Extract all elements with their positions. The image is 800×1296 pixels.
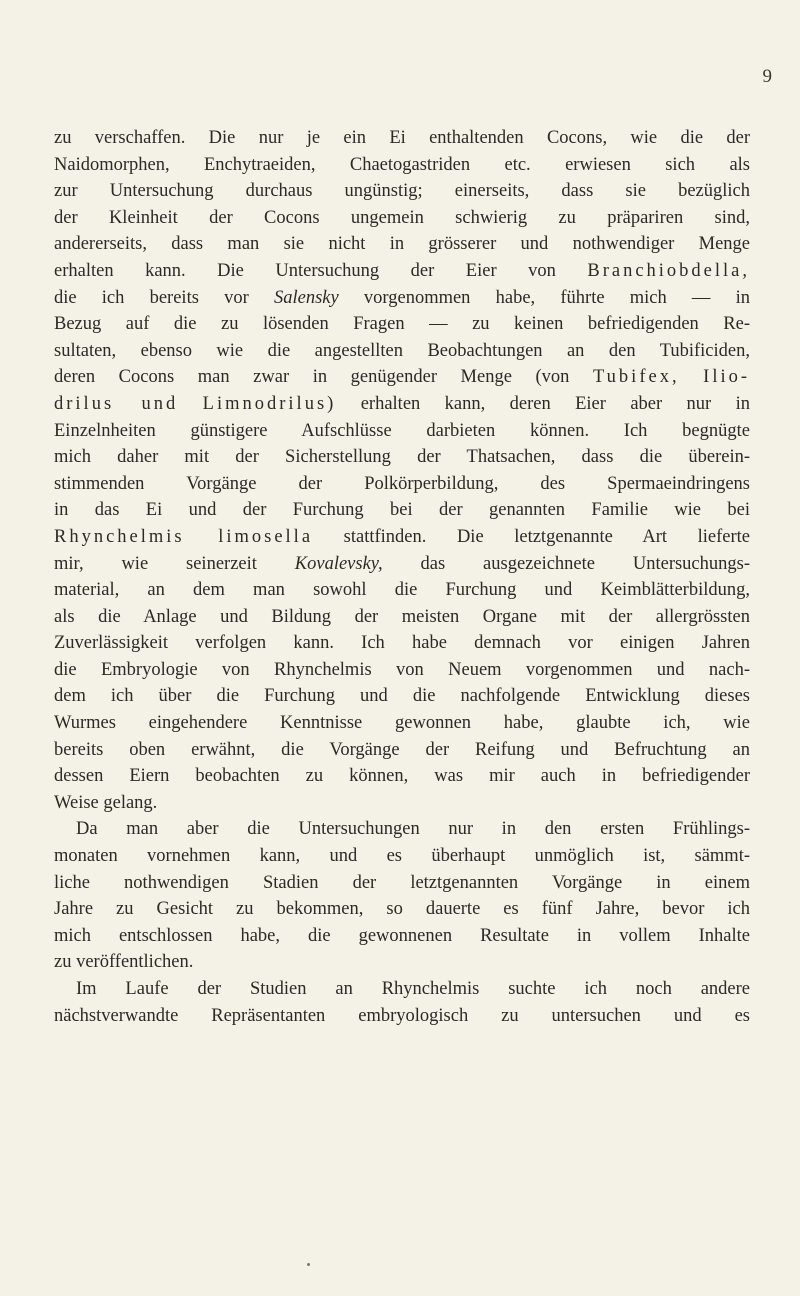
text-line	[54, 391, 750, 418]
taxon-name: Ilio-	[703, 367, 751, 388]
text-segment: mir, wie seinerzeit	[54, 553, 257, 574]
text-line: Zuverlässigkeit verfolgen kann. Ich habe demnach vor einigen Jahren	[54, 633, 750, 654]
text-segment: die ich bereits vor	[54, 287, 249, 308]
text-segment: das ausgezeichnete Untersuchungs-	[420, 553, 751, 574]
text-line: stimmenden Vorgänge der Polkörperbildung, des Spermaeindringens	[54, 473, 750, 494]
text-line: Einzelnheiten günstigere Aufschlüsse darbieten können. Ich begnügte	[54, 420, 750, 441]
text-line: liche nothwendigen Stadien der letztgenannten Vorgänge in einem	[54, 872, 750, 893]
text-line: als die Anlage und Bildung der meisten Organe mit der allergrössten	[54, 606, 750, 627]
text-line	[54, 524, 750, 551]
text-line: sultaten, ebenso wie die angestellten Beobachtungen an den Tubificiden,	[54, 340, 750, 361]
text-segment: erhalten kann, deren Eier aber nur in	[360, 393, 750, 414]
text-line: zu verschaffen. Die nur je ein Ei enthaltenden Cocons, wie die der	[54, 128, 750, 148]
text-line: andererseits, dass man sie nicht in grösserer und nothwendiger Menge	[54, 234, 750, 255]
text-line	[54, 258, 750, 285]
page-number: 9	[762, 66, 772, 87]
text-line	[54, 285, 750, 312]
text-line: zur Untersuchung durchaus ungünstig; einerseits, dass sie bezüglich	[54, 181, 750, 202]
taxon-name: Rhynchelmis limosella	[54, 526, 314, 547]
author-name: Kovalevsky,	[294, 553, 383, 574]
text-line: in das Ei und der Furchung bei der genannten Familie wie bei	[54, 500, 750, 521]
print-speck	[307, 1263, 310, 1266]
author-name: Salensky	[273, 287, 339, 308]
text-line: Naidomorphen, Enchytraeiden, Chaetogastriden etc. erwiesen sich als	[54, 154, 750, 175]
text-line: Jahre zu Gesicht zu bekommen, so dauerte es fünf Jahre, bevor ich	[54, 899, 750, 920]
text-segment: drilus und	[54, 393, 179, 414]
text-segment: stattfinden. Die letztgenannte Art lieferte	[343, 526, 751, 547]
text-line: Im Laufe der Studien an Rhynchelmis suchte ich noch andere	[76, 979, 750, 999]
text-line: zu veröffentlichen.	[54, 952, 194, 973]
text-line: monaten vornehmen kann, und es überhaupt unmöglich ist, sämmt-	[54, 846, 750, 867]
text-line: Wurmes eingehendere Kenntnisse gewonnen habe, glaubte ich, wie	[54, 713, 750, 734]
text-line: mich daher mit der Sicherstellung der Thatsachen, dass die überein-	[54, 447, 750, 468]
text-line: nächstverwandte Repräsentanten embryologisch zu untersuchen und es	[54, 1005, 750, 1026]
text-segment: deren Cocons man zwar in genügender Menge (von	[54, 367, 570, 388]
taxon-name: Tubifex,	[593, 367, 680, 388]
text-line: mich entschlossen habe, die gewonnenen Resultate in vollem Inhalte	[54, 925, 750, 946]
text-segment: vorgenommen habe, führte mich — in	[363, 287, 751, 308]
text-line: material, an dem man sowohl die Furchung und Keimblätterbildung,	[54, 580, 750, 601]
text-line: dessen Eiern beobachten zu können, was mir auch in befriedigender	[54, 766, 750, 787]
text-line	[54, 551, 750, 578]
text-line: bereits oben erwähnt, die Vorgänge der Reifung und Befruchtung an	[54, 739, 750, 760]
body-text	[54, 125, 750, 1029]
taxon-name: Limnodrilus)	[202, 393, 337, 414]
text-line	[54, 364, 750, 391]
taxon-name: Branchiobdella,	[587, 260, 751, 281]
text-line: der Kleinheit der Cocons ungemein schwierig zu präpariren sind,	[54, 207, 750, 228]
text-line: dem ich über die Furchung und die nachfolgende Entwicklung dieses	[54, 686, 750, 707]
text-segment: erhalten kann. Die Untersuchung der Eier von	[54, 260, 556, 281]
text-line: Weise gelang.	[54, 792, 158, 813]
text-line: Bezug auf die zu lösenden Fragen — zu keinen befriedigenden Re-	[54, 314, 750, 335]
text-line: Da man aber die Untersuchungen nur in den ersten Frühlings-	[76, 819, 750, 840]
text-line: die Embryologie von Rhynchelmis von Neuem vorgenommen und nach-	[54, 659, 750, 680]
